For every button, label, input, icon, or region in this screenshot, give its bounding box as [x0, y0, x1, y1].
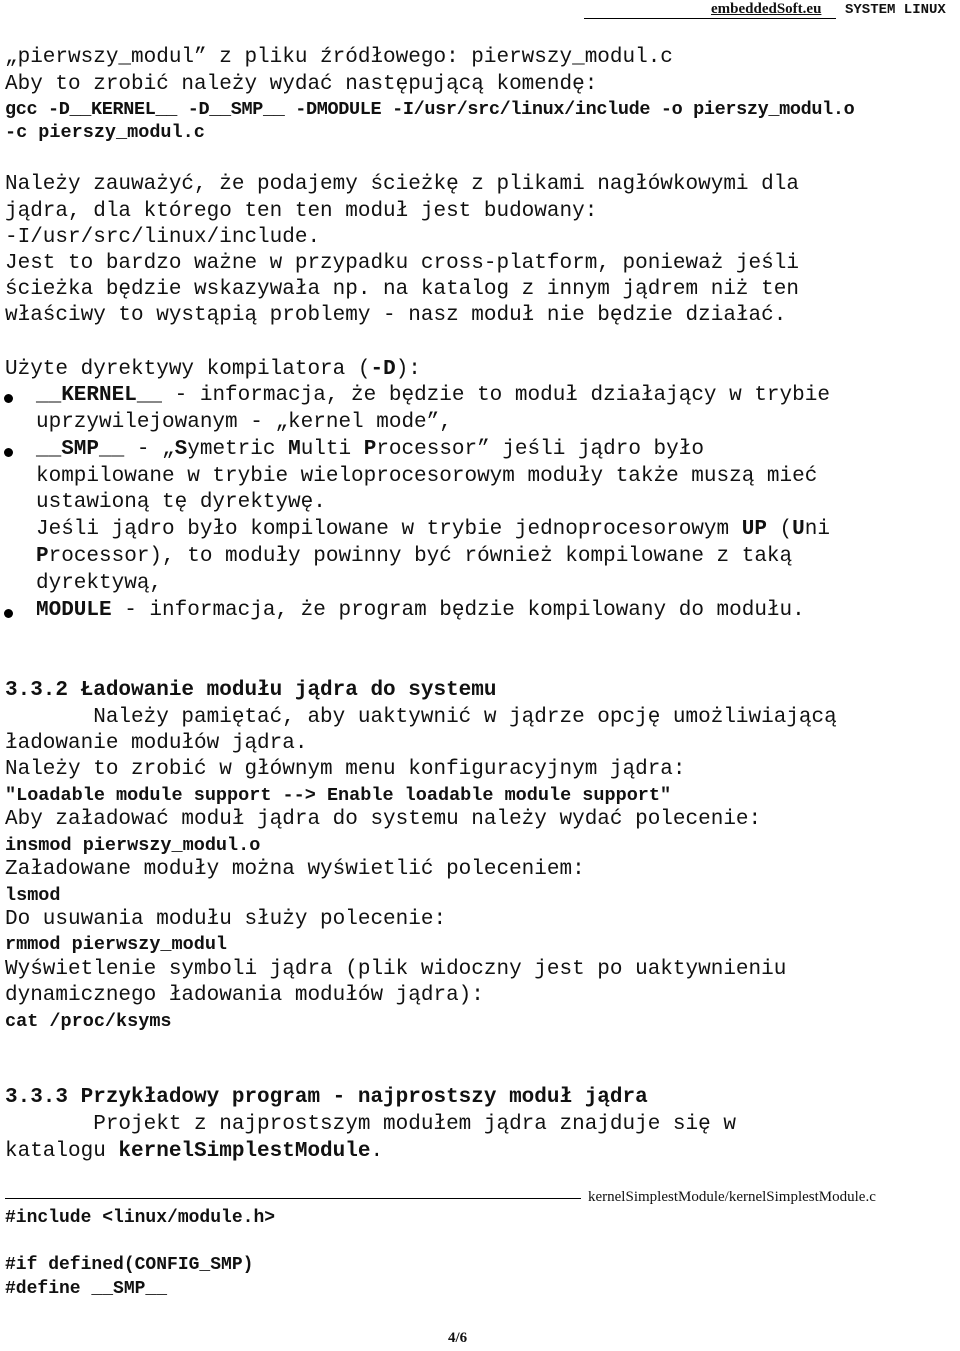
section-3-3-3-para-2: katalogu kernelSimplestModule. [5, 1140, 384, 1163]
smp-directive-line-3: ustawioną tę dyrektywę. [36, 491, 326, 514]
header-rule [584, 18, 836, 19]
insmod-command: insmod pierwszy_modul.o [5, 835, 261, 856]
listing-filename: kernelSimplestModule/kernelSimplestModule.c [588, 1189, 876, 1205]
section-3-3-2-para-5: Załadowane moduły można wyświetlić poleceniem: [5, 858, 585, 881]
gcc-command-line-2: -c pierszy_modul.c [5, 122, 205, 143]
directives-intro: Użyte dyrektywy kompilatora (-D): [5, 358, 421, 381]
section-3-3-2-para-2: ładowanie modułów jądra. [5, 732, 308, 755]
intro-line-1: „pierwszy_modul” z pliku źródłowego: pierwszy_modul.c [5, 46, 673, 69]
section-3-3-3-heading: 3.3.3 Przykładowy program - najprostszy moduł jądra [5, 1086, 648, 1109]
smp-directive-line-1: __SMP__ - „Symetric Multi Processor” jeśli jądro było [36, 438, 704, 461]
section-3-3-2-para-3: Należy to zrobić w głównym menu konfiguracyjnym jądra: [5, 758, 686, 781]
section-3-3-2-para-8: dynamicznego ładowania modułów jądra): [5, 984, 484, 1007]
note-line-1: Należy zauważyć, że podajemy ścieżkę z plikami nagłówkowymi dla [5, 173, 799, 196]
smp-directive-line-4: Jeśli jądro było kompilowane w trybie jednoprocesorowym UP (Uni [36, 518, 830, 541]
lsmod-command: lsmod [5, 885, 61, 906]
section-3-3-2-para-6: Do usuwania modułu służy polecenie: [5, 908, 447, 931]
kernel-directive-line-2: uprzywilejowanym - „kernel mode”, [36, 411, 452, 434]
code-line-if-defined: #if defined(CONFIG_SMP) [5, 1255, 254, 1275]
section-3-3-2-para-4: Aby załadować moduł jądra do systemu należy wydać polecenie: [5, 808, 762, 831]
section-3-3-3-para-1: Projekt z najprostszym modułem jądra znajduje się w [5, 1113, 736, 1136]
note-line-2: jądra, dla którego ten ten moduł jest budowany: [5, 200, 598, 223]
bullet-smp [4, 448, 13, 457]
header-site: embeddedSoft.eu [711, 1, 822, 17]
note-line-4: Jest to bardzo ważne w przypadku cross-platform, ponieważ jeśli [5, 252, 799, 275]
note-line-5: ścieżka będzie wskazywała np. na katalog z innym jądrem niż ten [5, 278, 799, 301]
note-line-3: -I/usr/src/linux/include. [5, 226, 321, 249]
smp-directive-line-6: dyrektywą, [36, 572, 163, 595]
note-line-6: właściwy to wystąpią problemy - nasz moduł nie będzie działać. [5, 304, 787, 327]
intro-line-2: Aby to zrobić należy wydać następującą komendę: [5, 73, 598, 96]
smp-directive-line-5: Processor), to moduły powinny być również kompilowane z taką [36, 545, 793, 568]
menu-option-text: "Loadable module support --> Enable loadable module support" [5, 785, 672, 806]
listing-rule [5, 1198, 581, 1199]
kernel-directive-line-1: __KERNEL__ - informacja, że będzie to moduł działający w trybie [36, 384, 830, 407]
code-line-define: #define __SMP__ [5, 1279, 168, 1299]
gcc-command-line-1: gcc -D__KERNEL__ -D__SMP__ -DMODULE -I/usr/src/linux/include -o pierszy_modul.o [5, 99, 855, 120]
page-number: 4/6 [448, 1330, 468, 1346]
code-line-include: #include <linux/module.h> [5, 1208, 276, 1228]
cat-command: cat /proc/ksyms [5, 1011, 172, 1032]
section-3-3-2-para-1: Należy pamiętać, aby uaktywnić w jądrze opcję umożliwiającą [5, 706, 837, 729]
section-3-3-2-para-7: Wyświetlenie symboli jądra (plik widoczny jest po uaktywnieniu [5, 958, 787, 981]
bullet-module [4, 609, 13, 618]
header-section: SYSTEM LINUX [845, 2, 946, 18]
smp-directive-line-2: kompilowane w trybie wieloprocesorowym moduły także muszą mieć [36, 465, 818, 488]
module-directive-line: MODULE - informacja, że program będzie kompilowany do modułu. [36, 599, 805, 622]
bullet-kernel [4, 394, 13, 403]
rmmod-command: rmmod pierwszy_modul [5, 934, 228, 955]
section-3-3-2-heading: 3.3.2 Ładowanie modułu jądra do systemu [5, 679, 497, 702]
